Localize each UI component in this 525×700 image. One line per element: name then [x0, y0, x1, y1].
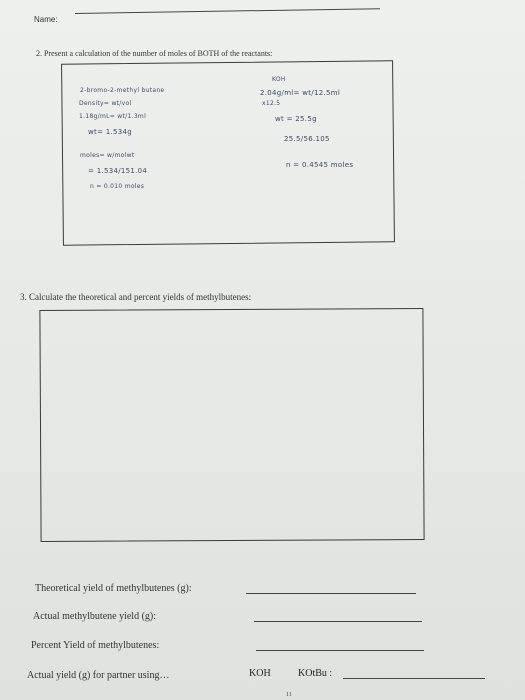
handwritten-line: 2-bromo-2-methyl butane	[80, 87, 165, 94]
kotbu-option[interactable]: KOtBu :	[298, 668, 333, 679]
actual-yield-label: Actual methylbutene yield (g):	[33, 611, 157, 622]
partner-yield-label: Actual yield (g) for partner using…	[27, 670, 170, 681]
percent-yield-field[interactable]	[256, 650, 424, 651]
handwritten-line: n = 0.4545 moles	[286, 161, 354, 169]
handwritten-line: wt= 1.534g	[88, 128, 133, 136]
partner-yield-field[interactable]	[343, 678, 485, 679]
question-3-prompt: 3. Calculate the theoretical and percent yields of methylbutenes:	[20, 292, 252, 302]
handwritten-line: KOH	[272, 76, 286, 83]
page-mark: 11	[286, 692, 292, 698]
percent-yield-label: Percent Yield of methylbutenes:	[31, 640, 160, 651]
question-2-prompt: 2. Present a calculation of the number of moles of BOTH of the reactants:	[36, 49, 273, 58]
koh-option[interactable]: KOH	[249, 668, 271, 679]
name-answer-line[interactable]	[75, 8, 380, 14]
handwritten-line: 2.04g/ml= wt/12.5ml	[260, 89, 341, 97]
handwritten-line: n = 0.010 moles	[90, 183, 145, 190]
handwritten-line: wt = 25.5g	[275, 115, 317, 123]
theoretical-yield-label: Theoretical yield of methylbutenes (g):	[35, 583, 192, 594]
theoretical-yield-field[interactable]	[246, 593, 416, 594]
handwritten-line: = 1.534/151.04	[88, 167, 148, 175]
handwritten-line: moles= w/molwt	[80, 152, 135, 159]
name-label: Name:	[34, 15, 58, 24]
handwritten-line: 1.18g/mL= wt/1.3ml	[79, 113, 147, 120]
actual-yield-field[interactable]	[254, 621, 422, 622]
handwritten-line: x12.5	[262, 100, 281, 107]
handwritten-line: Density= wt/vol	[79, 100, 132, 107]
question-3-answer-box[interactable]	[39, 308, 424, 542]
handwritten-line: 25.5/56.105	[284, 135, 330, 143]
